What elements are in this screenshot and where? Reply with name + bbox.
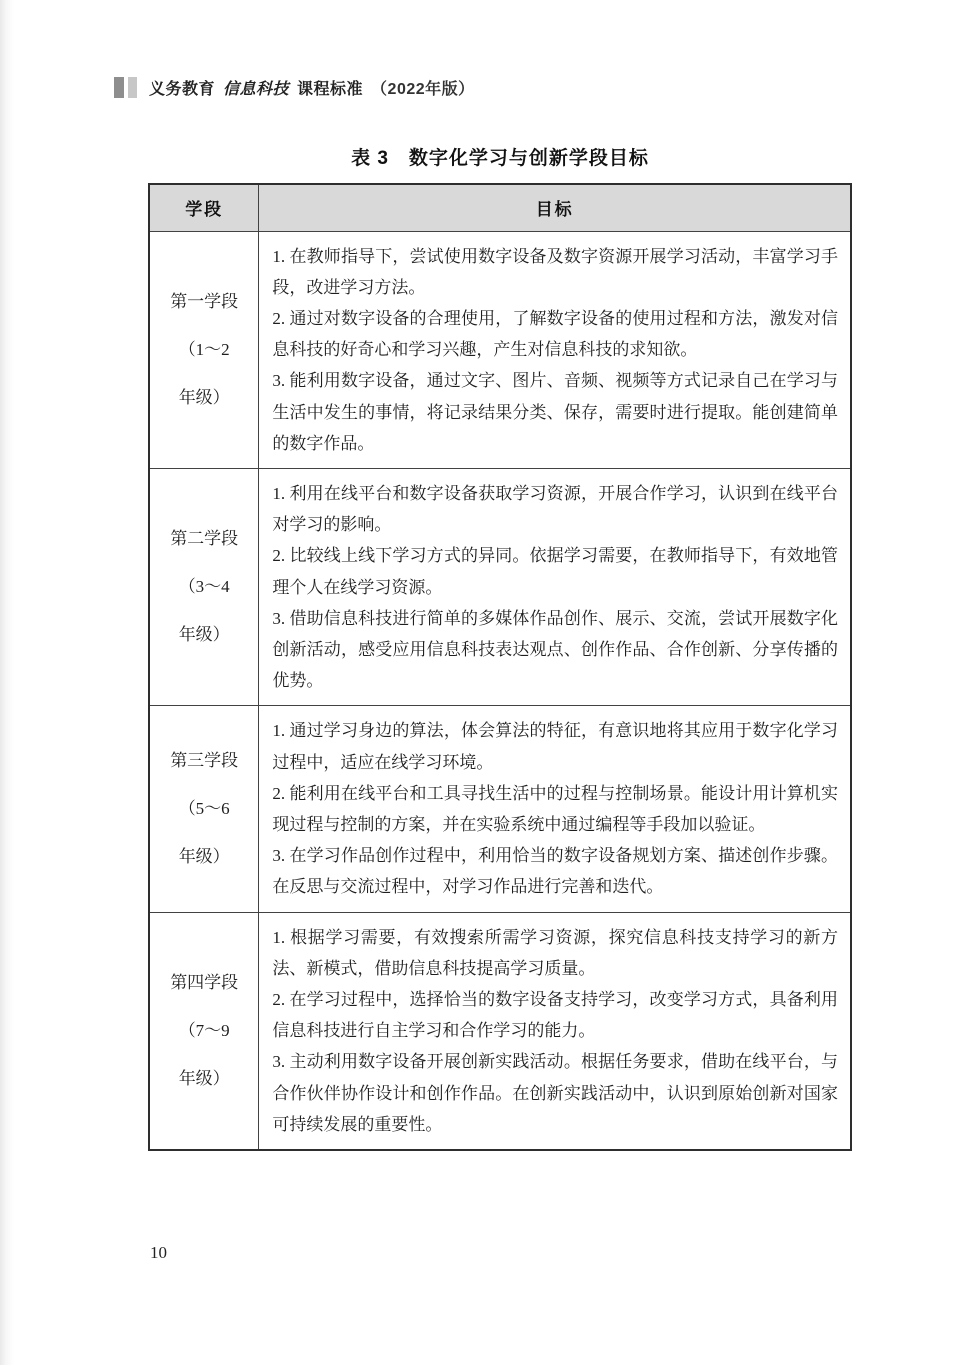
goals-cell-3 bbox=[259, 706, 851, 912]
goal-item: 1. 通过学习身边的算法，体会算法的特征，有意识地将其应用于数字化学习过程中，适应在线学习环境。 bbox=[272, 721, 838, 772]
table-header bbox=[149, 184, 851, 231]
stage-cell-1 bbox=[149, 231, 259, 468]
header-subject: 信息科技 bbox=[223, 81, 290, 98]
goals-cell-4 bbox=[259, 912, 851, 1150]
header-edition: （2022年版） bbox=[371, 81, 475, 98]
table-header-row bbox=[149, 184, 851, 231]
column-header-stage: 学段 bbox=[149, 184, 259, 231]
goals-cell-2 bbox=[259, 468, 851, 705]
column-header-goal: 目标 bbox=[259, 184, 851, 231]
stage-line: （7～9 bbox=[178, 1020, 230, 1040]
goal-item: 2. 能利用在线平台和工具寻找生活中的过程与控制场景。能设计用计算机实现过程与控制的方案，并在实验系统中通过编程等手段加以验证。 bbox=[272, 783, 838, 834]
stage-cell-3 bbox=[149, 706, 259, 912]
table-row bbox=[149, 468, 851, 705]
goal-item: 3. 能利用数字设备，通过文字、图片、音频、视频等方式记录自己在学习与生活中发生的事情，将记录结果分类、保存，需要时进行提取。能创建简单的数字作品。 bbox=[272, 371, 838, 453]
stage-cell-4 bbox=[149, 912, 259, 1150]
goal-item: 3. 主动利用数字设备开展创新实践活动。根据任务要求，借助在线平台，与合作伙伴协作设计和创作作品。在创新实践活动中，认识到原始创新对国家可持续发展的重要性。 bbox=[272, 1052, 838, 1134]
stage-line: 年级） bbox=[178, 1068, 230, 1088]
table-row bbox=[149, 912, 851, 1150]
table-body bbox=[149, 231, 851, 1150]
header-series: 义务教育 bbox=[149, 81, 216, 98]
stage-line: （3～4 bbox=[178, 577, 230, 597]
stage-line: 年级） bbox=[178, 846, 230, 866]
goal-item: 2. 在学习过程中，选择恰当的数字设备支持学习，改变学习方式，具备利用信息科技进行自主学习和合作学习的能力。 bbox=[272, 989, 838, 1041]
stage-line: （1～2 bbox=[178, 339, 230, 359]
stage-line: 第二学段 bbox=[170, 529, 239, 549]
table-caption: 表 3 数字化学习与创新学段目标 bbox=[351, 148, 649, 169]
goal-item: 2. 比较线上线下学习方式的异同。依据学习需要，在教师指导下，有效地管理个人在线学习资源。 bbox=[272, 546, 838, 597]
stage-cell-2 bbox=[149, 468, 259, 705]
goals-cell-1 bbox=[259, 231, 851, 468]
stage-line: 年级） bbox=[178, 625, 230, 645]
stage-line: 年级） bbox=[178, 387, 230, 407]
stage-line: 第一学段 bbox=[170, 291, 239, 311]
goal-item: 1. 利用在线平台和数字设备获取学习资源，开展合作学习，认识到在线平台对学习的影响。 bbox=[272, 483, 838, 535]
header-label: 课程标准 bbox=[297, 81, 364, 98]
table-row bbox=[149, 231, 851, 468]
goal-item: 2. 通过对数字设备的合理使用，了解数字设备的使用过程和方法，激发对信息科技的好奇心和学习兴趣，产生对信息科技的求知欲。 bbox=[272, 308, 838, 360]
stage-line: （5～6 bbox=[178, 798, 230, 818]
table-row bbox=[149, 706, 851, 912]
stage-line: 第四学段 bbox=[170, 972, 239, 992]
goal-item: 3. 借助信息科技进行简单的多媒体作品创作、展示、交流，尝试开展数字化创新活动，感受应用信息科技表达观点、创作作品、合作创新、分享传播的优势。 bbox=[272, 608, 838, 691]
page-number: 10 bbox=[150, 1243, 167, 1262]
header-bar-dark-icon bbox=[114, 77, 124, 98]
goal-item: 1. 根据学习需要，有效搜索所需学习资源，探究信息科技支持学习的新方法、新模式，借助信息科技提高学习质量。 bbox=[272, 927, 838, 978]
stage-line: 第三学段 bbox=[170, 750, 239, 770]
stage-goals-table bbox=[148, 183, 852, 1151]
goal-item: 1. 在教师指导下，尝试使用数字设备及数字资源开展学习活动，丰富学习手段，改进学习方法。 bbox=[272, 246, 838, 297]
running-head bbox=[114, 76, 475, 99]
header-bar-light-icon bbox=[128, 77, 137, 98]
goal-item: 3. 在学习作品创作过程中，利用恰当的数字设备规划方案、描述创作步骤。在反思与交流过程中，对学习作品进行完善和迭代。 bbox=[272, 846, 838, 897]
